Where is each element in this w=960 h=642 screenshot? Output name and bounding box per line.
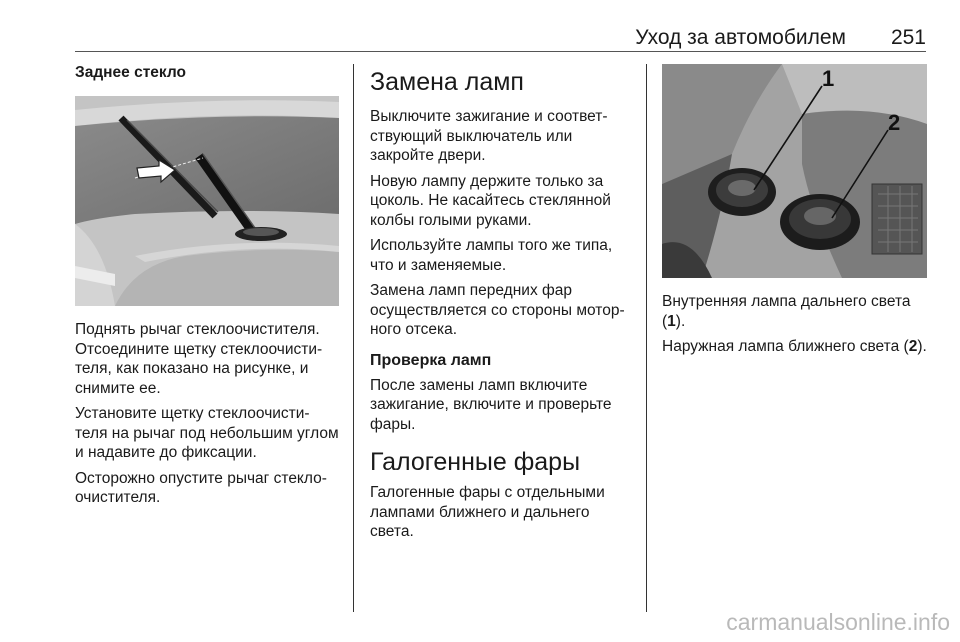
paragraph: После замены ламп включите зажигание, включите и проверьте фары. xyxy=(370,376,612,433)
legend-item xyxy=(662,292,927,331)
subsection-heading: Проверка ламп xyxy=(370,351,492,369)
column-headlamp xyxy=(662,64,927,357)
header-rule xyxy=(75,51,926,52)
paragraph: Осторожно опустите рычаг стекло- очистителя. xyxy=(75,469,327,506)
column-bulb-replacement xyxy=(370,64,635,542)
paragraph: Новую лампу держите только за цоколь. Не касайтесь стеклянной колбы голыми руками. xyxy=(370,172,611,229)
paragraph: Установите щетку стеклоочисти- теля на рычаг под небольшим углом и надавите до фиксации. xyxy=(75,405,339,461)
legend-end: ). xyxy=(675,312,686,330)
section-title-halogen: Галогенные фары xyxy=(370,448,581,476)
section-title: Уход за автомобилем xyxy=(635,26,846,49)
legend-end: ). xyxy=(917,338,927,355)
section-title-bulbs: Замена ламп xyxy=(370,68,524,96)
page-header xyxy=(75,18,926,48)
callout-label-2: 2 xyxy=(888,110,901,135)
watermark: carmanualsonline.info xyxy=(726,609,950,635)
paragraph: Галогенные фары с отдельными лампами ближнего и дальнего света. xyxy=(370,484,605,540)
legend-item xyxy=(662,337,927,357)
legend-text: Внутренняя лампа дальнего света ( xyxy=(662,293,911,330)
paragraph: Используйте лампы того же типа, что и заменяемые. xyxy=(370,237,613,274)
column-divider xyxy=(353,64,354,612)
rear-wiper-illustration xyxy=(75,96,339,306)
headlamp-illustration xyxy=(662,64,927,278)
legend-number: 1 xyxy=(667,312,676,330)
paragraph: Поднять рычаг стеклоочистителя. Отсоедините щетку стеклоочисти- теля, как показано на рисунке, и снимите ее. xyxy=(75,321,323,397)
paragraph: Замена ламп передних фар осуществляется со стороны мотор- ного отсека. xyxy=(370,282,625,338)
section-heading: Заднее стекло xyxy=(75,64,186,81)
column-rear-window xyxy=(75,64,339,508)
page-number: 251 xyxy=(890,26,926,49)
callout-label-1: 1 xyxy=(822,66,835,91)
paragraph: Выключите зажигание и соответ- ствующий выключатель или закройте двери. xyxy=(370,108,608,164)
legend-text: Наружная лампа ближнего света ( xyxy=(662,338,909,355)
legend-number: 2 xyxy=(908,338,918,355)
column-divider xyxy=(646,64,647,612)
